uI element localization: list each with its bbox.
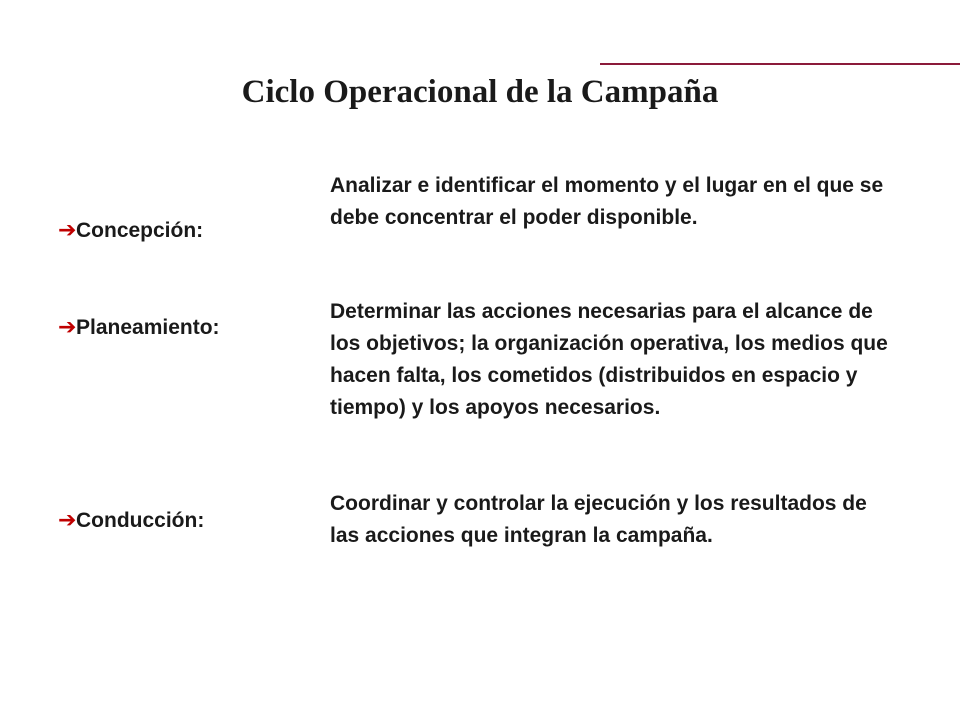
description-planeamiento: Determinar las acciones necesarias para el alcance de los objetivos; la organización operativa, los medios que hacen falta, los cometidos (distribuidos en espacio y tiempo) y los apoyos necesarios. xyxy=(330,300,888,419)
bullet-label-planeamiento: Planeamiento: xyxy=(76,316,220,339)
bullet-planeamiento xyxy=(58,313,220,342)
bullet-concepcion xyxy=(58,216,203,245)
arrow-right-icon: ➔ xyxy=(58,217,77,242)
arrow-right-icon: ➔ xyxy=(58,314,77,339)
bullet-label-concepcion: Concepción: xyxy=(76,219,204,242)
description-concepcion: Analizar e identificar el momento y el lugar en el que se debe concentrar el poder disponible. xyxy=(330,174,884,229)
bullet-conduccion xyxy=(58,506,204,535)
arrow-right-icon: ➔ xyxy=(58,507,77,532)
bullet-label-conduccion: Conducción: xyxy=(76,509,205,532)
slide-title: Ciclo Operacional de la Campaña xyxy=(241,74,719,110)
description-conduccion: Coordinar y controlar la ejecución y los resultados de las acciones que integran la campaña. xyxy=(330,492,867,547)
accent-line xyxy=(600,63,960,65)
